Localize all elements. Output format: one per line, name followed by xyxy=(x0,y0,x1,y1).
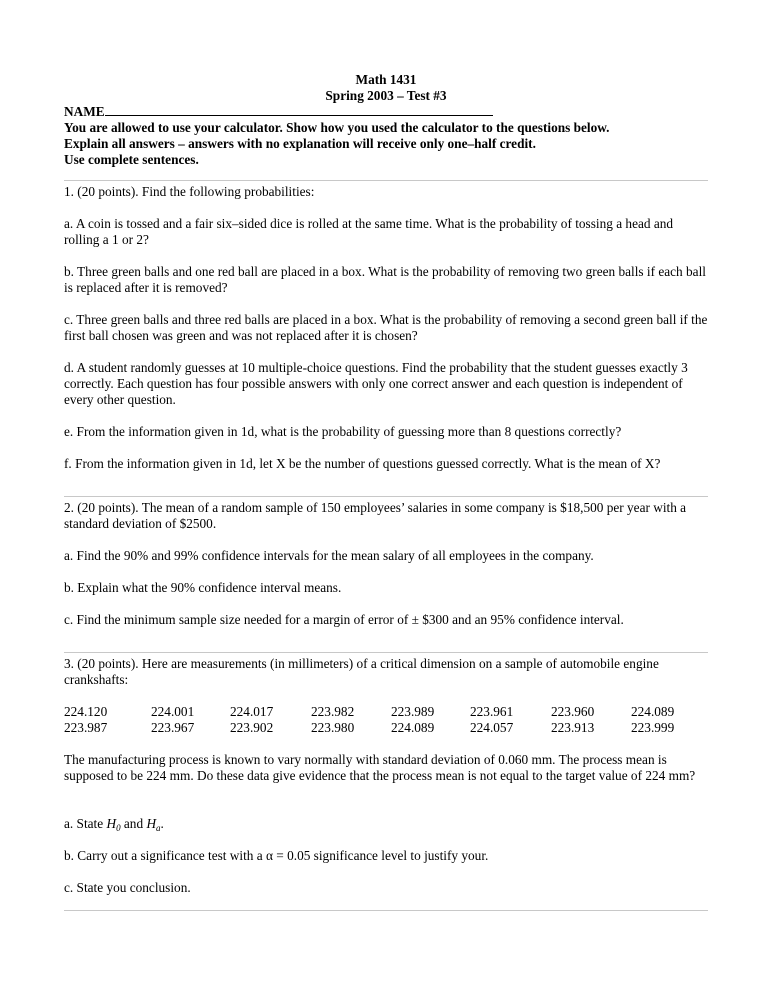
term-title: Spring 2003 – Test #3 xyxy=(325,88,447,103)
q1-part-f: f. From the information given in 1d, let X be the number of questions guessed correctly. What is the mean of X? xyxy=(64,456,661,471)
q1-intro: 1. (20 points). Find the following probabilities: xyxy=(64,184,315,199)
q2-intro: 2. (20 points). The mean of a random sample of 150 employees’ salaries in some company is $18,500 per year with a standard deviation of $2500. xyxy=(64,500,687,531)
measurement-column: 223.982 223.980 xyxy=(311,704,355,735)
divider xyxy=(64,180,708,181)
name-label: NAME xyxy=(64,104,105,119)
measurement-column: 224.001 223.967 xyxy=(151,704,195,735)
measurement-column: 223.989 224.089 xyxy=(391,704,435,735)
name-blank[interactable] xyxy=(105,104,493,116)
q3-body: The manufacturing process is known to vary normally with standard deviation of 0.060 mm. The process mean is supposed to be 224 mm. Do these data give evidence that the process mean is not equal to the target value of 224 mm? xyxy=(64,752,696,783)
test-header xyxy=(64,72,708,104)
q1-part-b: b. Three green balls and one red ball are placed in a box. What is the probability of removing two green balls if each ball is replaced after it is removed? xyxy=(64,264,706,295)
q1-part-d: d. A student randomly guesses at 10 multiple-choice questions. Find the probability that the student guesses exactly 3 correctly. Each question has four possible answers with only one correct answer and each question is independent of every other question. xyxy=(64,360,688,407)
course-title: Math 1431 xyxy=(355,72,417,87)
q1-part-a: a. A coin is tossed and a fair six–sided dice is rolled at the same time. What is the probability of tossing a head and rolling a 1 or 2? xyxy=(64,216,674,247)
instruction-line: Explain all answers – answers with no explanation will receive only one–half credit. xyxy=(64,136,536,151)
measurement-column: 223.960 223.913 xyxy=(551,704,595,735)
divider xyxy=(64,652,708,653)
measurement-column: 224.120 223.987 xyxy=(64,704,108,735)
measurement-column: 223.961 224.057 xyxy=(470,704,514,735)
q3-part-c: c. State you conclusion. xyxy=(64,880,191,895)
q3-intro: 3. (20 points). Here are measurements (in millimeters) of a critical dimension on a sample of automobile engine crankshafts: xyxy=(64,656,659,687)
measurement-column: 224.017 223.902 xyxy=(230,704,274,735)
instructions xyxy=(64,104,708,168)
name-row xyxy=(64,104,708,120)
divider xyxy=(64,910,708,911)
q1-part-c: c. Three green balls and three red balls are placed in a box. What is the probability of removing a second green ball if the first ball chosen was green and was not replaced after it is chosen? xyxy=(64,312,708,343)
q2-part-b: b. Explain what the 90% confidence interval means. xyxy=(64,580,342,595)
h0-symbol: $H_0$ xyxy=(106,816,121,833)
q1-part-e: e. From the information given in 1d, what is the probability of guessing more than 8 questions correctly? xyxy=(64,424,622,439)
q3-part-b: b. Carry out a significance test with a α = 0.05 significance level to justify your. xyxy=(64,848,489,863)
divider xyxy=(64,496,708,497)
instruction-line: You are allowed to use your calculator. Show how you used the calculator to the questions below. xyxy=(64,120,610,135)
q2-part-c: c. Find the minimum sample size needed for a margin of error of ± $300 and an 95% confidence interval. xyxy=(64,612,624,627)
q3-part-a: a. State $H_0$ and $H_a$. xyxy=(64,816,164,833)
instruction-line: Use complete sentences. xyxy=(64,152,199,167)
q2-part-a: a. Find the 90% and 99% confidence intervals for the mean salary of all employees in the company. xyxy=(64,548,594,563)
ha-symbol: $H_a$ xyxy=(146,816,161,833)
measurement-column: 224.089 223.999 xyxy=(631,704,675,735)
